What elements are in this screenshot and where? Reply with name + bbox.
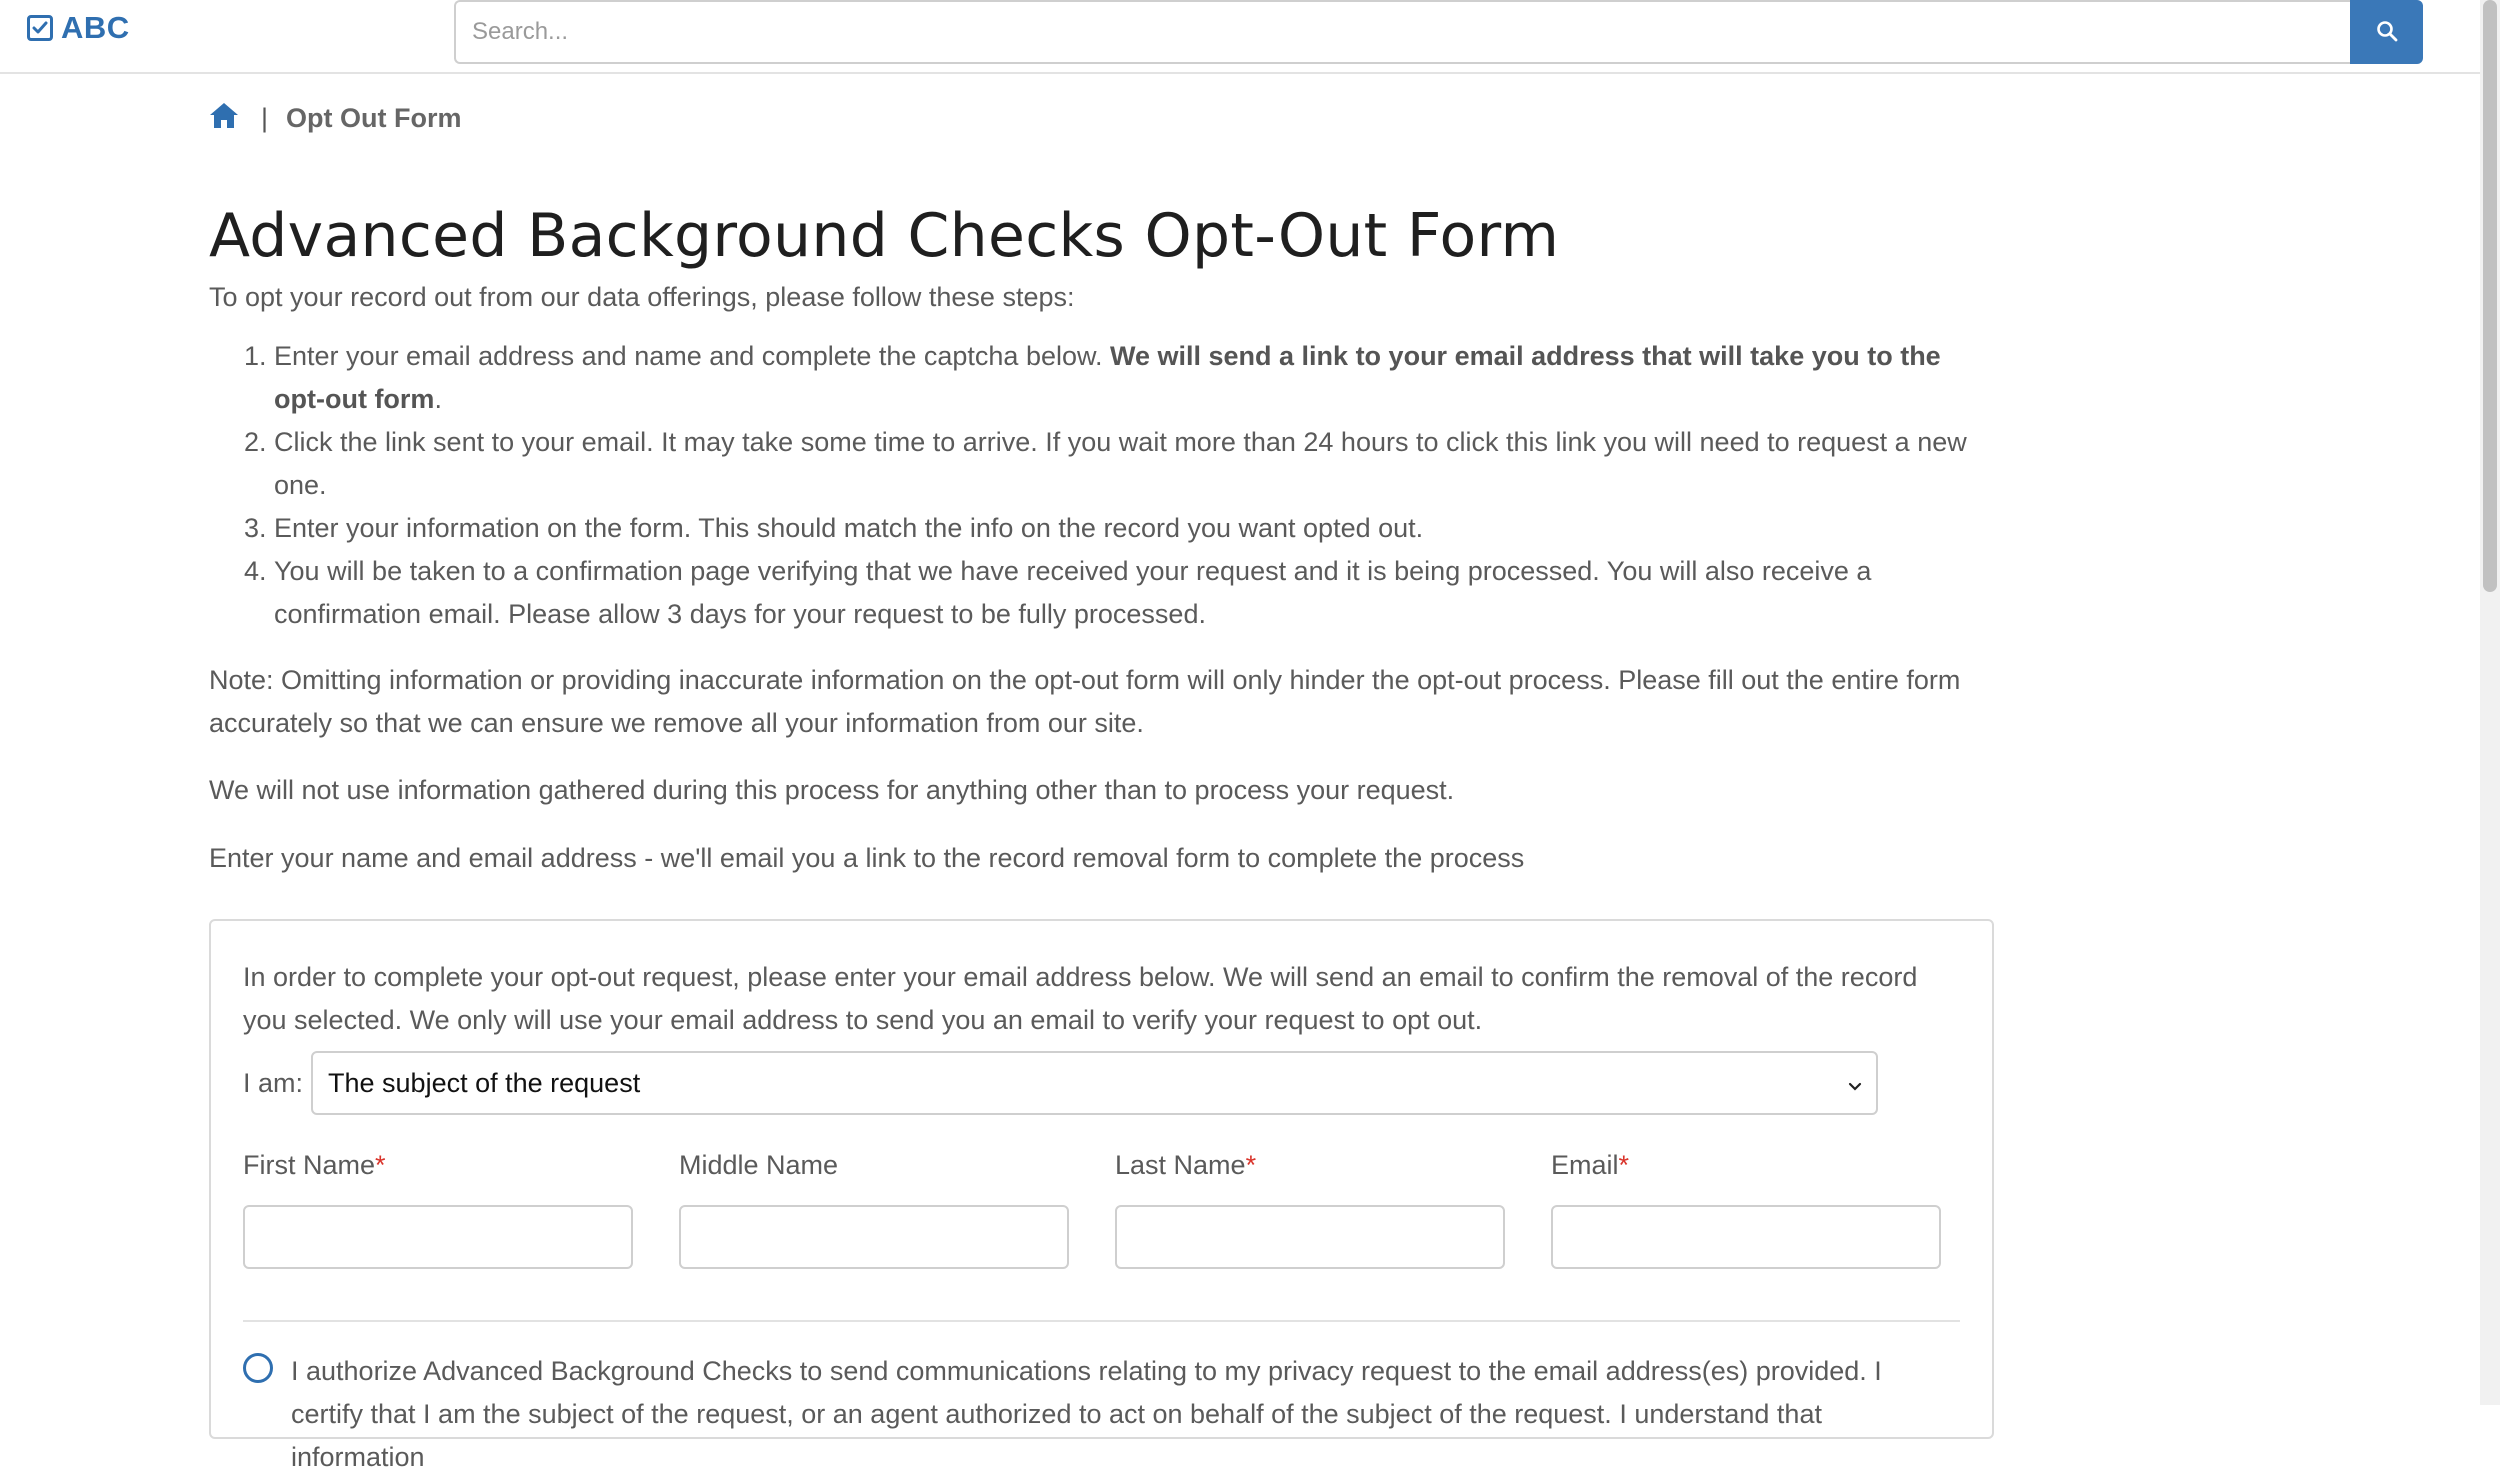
breadcrumb-separator: | (261, 102, 269, 133)
top-bar (0, 0, 2480, 74)
requester-type-select[interactable] (311, 1051, 1878, 1115)
middle-name-label: Middle Name (679, 1150, 839, 1180)
chevron-down-icon (1848, 1068, 1862, 1099)
main-content (209, 196, 1994, 880)
email-label-text: Email (1551, 1150, 1619, 1180)
opt-out-form-card (209, 919, 1994, 1472)
breadcrumb-current: Opt Out Form (286, 102, 462, 133)
select-value: The subject of the request (328, 1067, 641, 1098)
first-name-field[interactable] (243, 1205, 633, 1269)
scrollbar-thumb[interactable] (2483, 0, 2497, 592)
step-item (274, 550, 1994, 636)
form-instructions: In order to complete your opt-out request, please enter your email address below. We will send an email to confirm the removal of the record you selected. We only will use your email address to send you an email to verify your request to opt out. (243, 962, 1918, 1035)
first-name-group (243, 1145, 633, 1269)
step-text: You will be taken to a confirmation page verifying that we have received your request and it is being processed. You will also receive a confirmation email. Please allow 3 days for your request to be fully processed. (274, 556, 1872, 629)
last-name-label (1115, 1145, 1505, 1185)
last-name-label-text: Last Name (1115, 1150, 1246, 1180)
last-name-group (1115, 1145, 1505, 1269)
step-item (274, 421, 1994, 507)
email-field[interactable] (1551, 1205, 1941, 1269)
authorization-row (243, 1350, 1961, 1479)
step-suffix: . (434, 384, 442, 414)
email-label (1551, 1145, 1941, 1185)
home-icon[interactable] (209, 101, 239, 136)
first-name-label-text: First Name (243, 1150, 376, 1180)
checkbox-icon (27, 15, 53, 41)
search-bar (454, 0, 2423, 64)
required-marker: * (375, 1150, 386, 1180)
search-icon (2376, 20, 2398, 45)
site-logo[interactable] (27, 4, 130, 52)
name-email-fields (243, 1145, 1961, 1269)
search-button[interactable] (2350, 0, 2423, 64)
step-text: Enter your email address and name and complete the captcha below. (274, 341, 1110, 371)
step-item (274, 507, 1994, 550)
middle-name-field[interactable] (679, 1205, 1069, 1269)
steps-list (209, 335, 1994, 636)
iam-row (243, 1051, 1961, 1115)
step-text: Enter your information on the form. This should match the info on the record you want opted out. (274, 513, 1424, 543)
usage-text: We will not use information gathered during this process for anything other than to process your request. (209, 775, 1455, 805)
logo-text: ABC (61, 10, 130, 45)
enter-details-text: Enter your name and email address - we'll email you a link to the record removal form to complete the process (209, 843, 1525, 873)
iam-label: I am: (243, 1067, 304, 1098)
email-group (1551, 1145, 1941, 1269)
note-text: Note: Omitting information or providing inaccurate information on the opt-out form will only hinder the opt-out process. Please fill out the entire form accurately so that we can ensure we remove all your information from our site. (209, 665, 1961, 738)
intro-text: To opt your record out from our data offerings, please follow these steps: (209, 282, 1075, 312)
required-marker: * (1618, 1150, 1630, 1180)
last-name-field[interactable] (1115, 1205, 1505, 1269)
middle-name-group (679, 1145, 1069, 1269)
authorization-text: I authorize Advanced Background Checks to send communications relating to my privacy request to the email address(es) provided. I certify that I am the subject of the request, or an agent authorized to act on behalf of the subject of the request. I understand that information (291, 1356, 1882, 1472)
search-input[interactable] (454, 0, 2350, 64)
breadcrumb (209, 98, 462, 138)
first-name-label (243, 1145, 633, 1185)
divider (243, 1320, 1960, 1322)
authorization-radio[interactable] (243, 1353, 273, 1383)
step-item (274, 335, 1994, 421)
step-text: Click the link sent to your email. It may take some time to arrive. If you wait more than 24 hours to click this link you will need to request a new one. (274, 427, 1967, 500)
step-bold-text: We will send a link to your email address that will take you to the opt-out form (274, 341, 1941, 414)
page-scrollbar[interactable] (2480, 0, 2500, 1405)
page-title: Advanced Background Checks Opt-Out Form (209, 201, 1560, 271)
required-marker: * (1245, 1150, 1257, 1180)
